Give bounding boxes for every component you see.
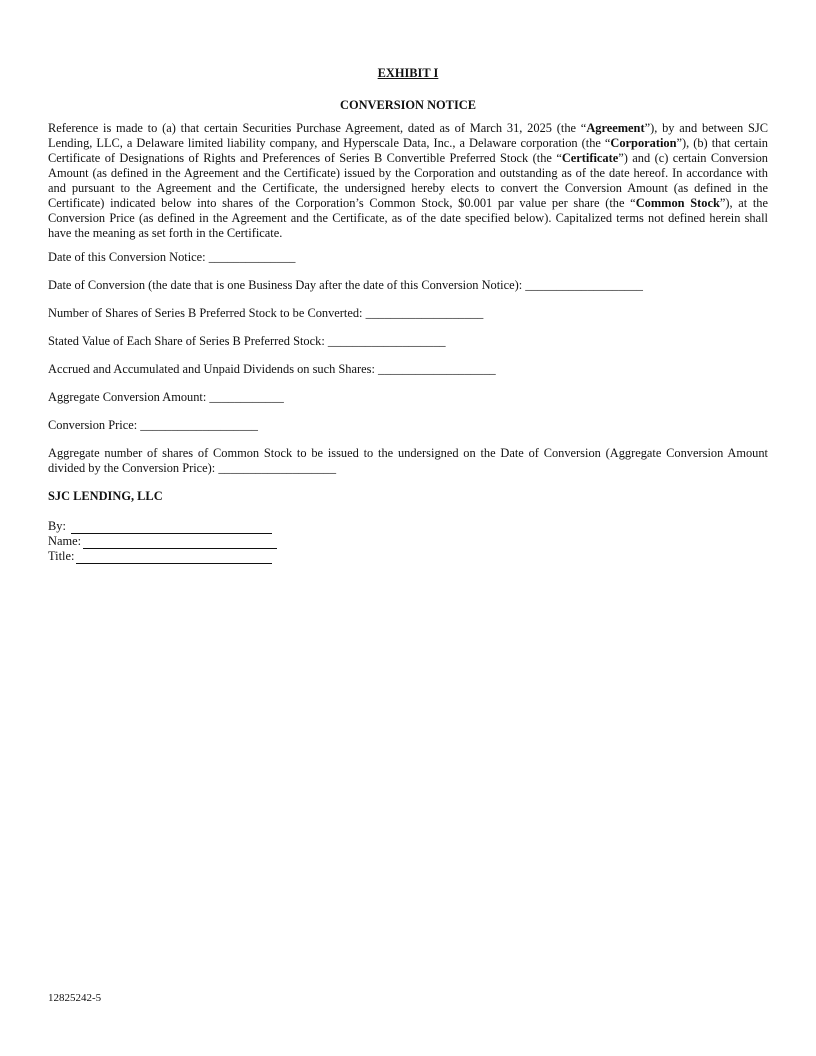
field-conversion-date (48, 278, 768, 293)
field-conversion-price-label: Conversion Price: (48, 418, 138, 432)
term-corporation: Corporation (610, 136, 677, 150)
field-aggregate-amount (48, 390, 768, 405)
field-dividends-label: Accrued and Accumulated and Unpaid Dividends on such Shares: (48, 362, 375, 376)
signature-block (48, 519, 768, 564)
conversion-date-blank[interactable]: ___________________ (525, 278, 643, 292)
title-signature-line[interactable] (76, 550, 272, 564)
field-notice-date (48, 250, 768, 265)
name-label: Name: (48, 534, 82, 548)
title-label: Title: (48, 549, 75, 563)
signatory-company: SJC LENDING, LLC (48, 489, 163, 503)
aggregate-amount-blank[interactable]: ____________ (209, 390, 284, 404)
notice-title: CONVERSION NOTICE (340, 98, 476, 112)
document-id: 12825242-5 (48, 992, 102, 1004)
intro-text-5: ”), at the Conversion Price (as defined in the Agreement and the Certificate, as of the date specified below). Capitalized terms not defined herein shall have the meaning as set forth in the Certificate. (48, 196, 769, 240)
term-agreement: Agreement (586, 121, 645, 135)
field-aggregate-shares (48, 446, 768, 476)
notice-date-blank[interactable]: ______________ (208, 250, 296, 264)
by-signature-line[interactable] (71, 520, 272, 534)
name-signature-line[interactable] (83, 535, 277, 549)
field-stated-value (48, 334, 768, 349)
field-dividends (48, 362, 768, 377)
conversion-price-blank[interactable]: ___________________ (140, 418, 258, 432)
intro-paragraph (48, 121, 768, 241)
field-shares-converted-label: Number of Shares of Series B Preferred Stock to be Converted: (48, 306, 363, 320)
term-certificate: Certificate (561, 151, 619, 165)
field-conversion-price (48, 418, 768, 433)
field-aggregate-amount-label: Aggregate Conversion Amount: (48, 390, 207, 404)
shares-converted-blank[interactable]: ___________________ (365, 306, 484, 320)
dividends-blank[interactable]: ___________________ (378, 362, 496, 376)
field-shares-converted (48, 306, 768, 321)
field-stated-value-label: Stated Value of Each Share of Series B Preferred Stock: (48, 334, 325, 348)
signature-title-row (48, 549, 768, 564)
intro-text-3: ”), (b) that certain Certificate of Designations of Rights and Preferences of Series B Convertible Preferred Stock (the “ (48, 136, 769, 165)
intro-text-4: ”) and (c) certain Conversion Amount (as defined in the Agreement and the Certificate) issued by the Corporation and outstanding as of the date hereof. In accordance with and pursuant to the Agreement and the Certificate, the undersigned hereby elects to convert the Conversion Amount (as defined in the Certificate) indicated below into shares of the Corporation’s Common Stock, $0.001 par value per share (the “ (48, 151, 768, 210)
exhibit-title: EXHIBIT I (377, 66, 439, 80)
field-conversion-date-label: Date of Conversion (the date that is one Business Day after the date of this Conversion Notice): (48, 278, 523, 292)
signature-name-row (48, 534, 768, 549)
field-notice-date-label: Date of this Conversion Notice: (48, 250, 206, 264)
signature-by-row (48, 519, 768, 534)
aggregate-shares-blank[interactable]: ___________________ (218, 461, 337, 475)
by-label: By: (48, 519, 66, 533)
term-common-stock: Common Stock (635, 196, 720, 210)
intro-text-2: ”), by and between SJC Lending, LLC, a Delaware limited liability company, and Hyperscale Data, Inc., a Delaware corporation (the “ (48, 121, 768, 150)
field-aggregate-shares-label: Aggregate number of shares of Common Stock to be issued to the undersigned on the Date of Conversion (Aggregate Conversion Amount divided by the Conversion Price): (48, 446, 768, 475)
intro-text-1: Reference is made to (a) that certain Securities Purchase Agreement, dated as of March 31, 2025 (the “ (48, 121, 587, 135)
stated-value-blank[interactable]: ___________________ (327, 334, 446, 348)
